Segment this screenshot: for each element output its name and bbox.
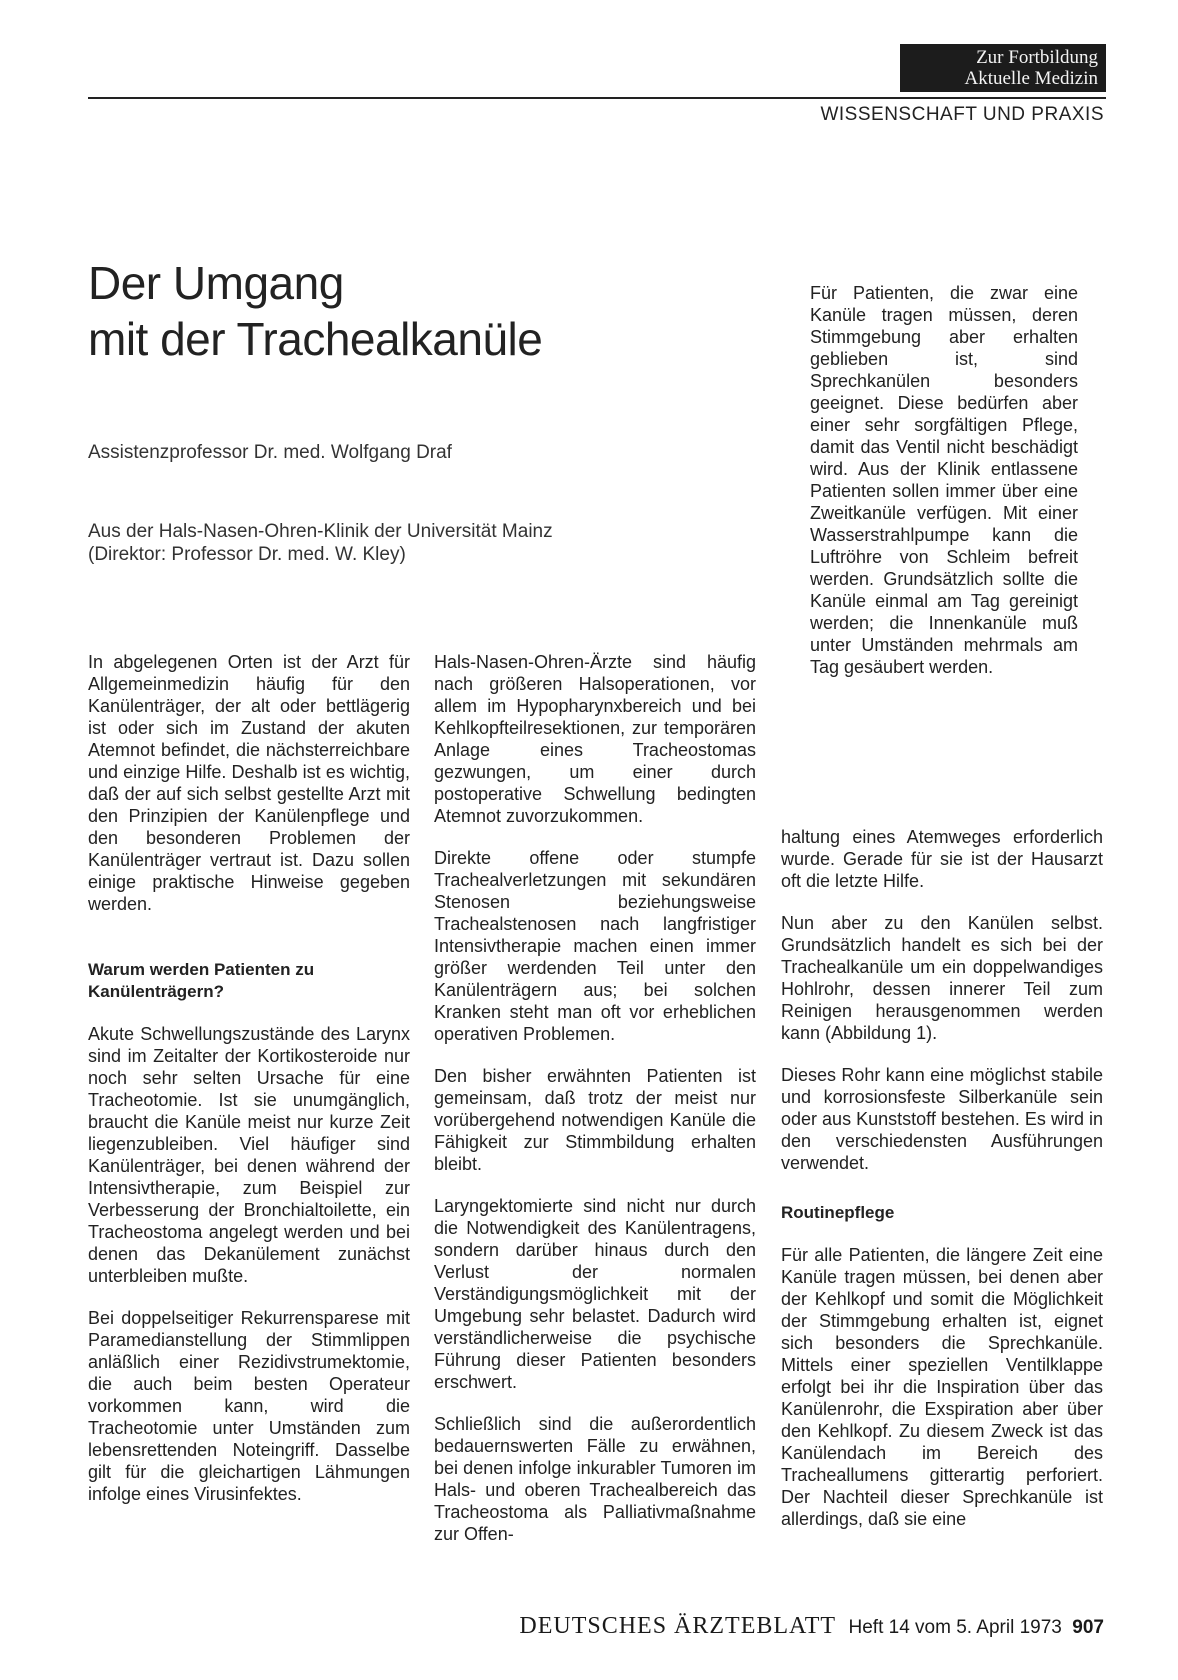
section-heading: Warum werden Patienten zu Kanülenträgern?	[88, 960, 315, 1001]
paragraph: Schließlich sind die außerordentlich bedauernswerten Fälle zu erwähnen, bei denen infolge inkurabler Tumoren im Hals- und oberen Trachealbereich das Tracheostoma als Palliativmaßnahme zur Offen-	[434, 1414, 756, 1544]
affiliation	[88, 520, 553, 566]
text-column-1	[88, 651, 410, 1525]
paragraph: Laryngektomierte sind nicht nur durch die Notwendigkeit des Kanülentragens, sondern darüber hinaus durch den Verlust der normalen Verständigungsmöglichkeit mit der Umgebung sehr belastet. Dadurch wird verständlicherweise die psychische Führung dieser Patienten besonders erschwert.	[434, 1196, 756, 1392]
paragraph: Für alle Patienten, die längere Zeit eine Kanüle tragen müssen, bei denen aber der Kehlkopf und somit die Möglichkeit der Stimmgebung erhalten ist, eignet sich besonders die Sprechkanüle. Mittels einer speziellen Ventilklappe erfolgt bei ihr die Inspiration über das Kanülenrohr, die Exspiration aber über den Kehlkopf. Zu diesem Zweck ist das Kanülendach im Bereich des Tracheallumens gitterartig perforiert. Der Nachteil dieser Sprechkanüle ist allerdings, daß sie eine	[781, 1245, 1103, 1529]
paragraph: Akute Schwellungszustände des Larynx sind im Zeitalter der Kortikosteroide nur noch sehr selten Ursache für eine Tracheotomie. Ist sie unumgänglich, braucht die Kanüle meist nur kurze Zeit liegenzubleiben. Viel häufiger sind Kanülenträger, bei denen während der Intensivtherapie, zum Beispiel zur Verbesserung der Bronchialtoilette, ein Tracheostoma angelegt werden und bei denen das Dekanülement zunächst unterbleiben mußte.	[88, 1024, 410, 1286]
paragraph: Nun aber zu den Kanülen selbst. Grundsätzlich handelt es sich bei der Trachealkanüle um ein doppelwandiges Hohlrohr, dessen innerer Teil zum Reinigen herausgenommen werden kann (Abbildung 1).	[781, 913, 1103, 1043]
page-footer	[519, 1613, 1104, 1640]
affiliation-line-1: Aus der Hals-Nasen-Ohren-Klinik der Universität Mainz	[88, 521, 553, 542]
issue-info: Heft 14 vom 5. April 1973	[848, 1617, 1062, 1638]
text-column-3-top	[810, 282, 1078, 698]
article-title	[88, 255, 542, 367]
page-number: 907	[1072, 1617, 1104, 1638]
header-rule	[88, 97, 1106, 99]
badge-line-1: Zur Fortbildung	[976, 47, 1098, 68]
paragraph: Hals-Nasen-Ohren-Ärzte sind häufig nach größeren Halsoperationen, vor allem im Hypopharynxbereich und bei Kehlkopfteilresektionen, zur temporären Anlage eines Tracheostomas gezwungen, um einer durch postoperative Schwellung bedingten Atemnot zuvorzukommen.	[434, 652, 756, 826]
paragraph: haltung eines Atemweges erforderlich wurde. Gerade für sie ist der Hausarzt oft die letzte Hilfe.	[781, 827, 1103, 891]
title-line-2: mit der Trachealkanüle	[88, 313, 543, 365]
title-line-1: Der Umgang	[88, 257, 344, 309]
paragraph: Dieses Rohr kann eine möglichst stabile und korrosionsfeste Silberkanüle sein oder aus Kunststoff bestehen. Es wird in den verschiedensten Ausführungen verwendet.	[781, 1065, 1103, 1173]
paragraph: Den bisher erwähnten Patienten ist gemeinsam, daß trotz der meist nur vorübergehend notwendigen Kanüle die Fähigkeit zur Stimmbildung erhalten bleibt.	[434, 1066, 756, 1174]
paragraph: Direkte offene oder stumpfe Trachealverletzungen mit sekundären Stenosen beziehungsweise Trachealstenosen nach langfristiger Intensivtherapie machen einen immer größer werdenden Teil unter den Kanülenträgern aus; bei solchen Kranken steht man oft vor erheblichen operativen Problemen.	[434, 848, 756, 1044]
paragraph: Bei doppelseitiger Rekurrensparese mit Paramedianstellung der Stimmlippen anläßlich einer Rezidivstrumektomie, die auch beim besten Operateur vorkommen kann, wird die Tracheotomie unter Umständen zum lebensrettenden Noteingriff. Dasselbe gilt für die gleichartigen Lähmungen infolge eines Virusinfektes.	[88, 1308, 410, 1504]
paragraph: In abgelegenen Orten ist der Arzt für Allgemeinmedizin häufig für den Kanülenträger, der alt oder bettlägerig ist oder sich im Zustand der akuten Atemnot befindet, die nächsterreichbare und einzige Hilfe. Deshalb ist es wichtig, daß der auf sich selbst gestellte Arzt mit den Prinzipien der Kanülenpflege und den besonderen Problemen der Kanülenträger vertraut ist. Dazu sollen einige praktische Hinweise gegeben werden.	[88, 652, 410, 914]
author: Assistenzprofessor Dr. med. Wolfgang Draf	[88, 442, 452, 463]
section-label: WISSENSCHAFT UND PRAXIS	[820, 104, 1104, 125]
text-column-2	[434, 651, 756, 1565]
journal-name: DEUTSCHES ÄRZTEBLATT	[519, 1613, 837, 1639]
badge-line-2: Aktuelle Medizin	[964, 68, 1098, 89]
section-heading: Routinepflege	[781, 1203, 895, 1222]
affiliation-line-2: (Direktor: Professor Dr. med. W. Kley)	[88, 544, 406, 565]
rubric-badge	[900, 44, 1106, 92]
text-column-3	[781, 826, 1103, 1550]
paragraph: Für Patienten, die zwar eine Kanüle tragen müssen, deren Stimmgebung aber erhalten geblieben ist, sind Sprechkanülen besonders geeignet. Diese bedürfen aber einer sehr sorgfältigen Pflege, damit das Ventil nicht beschädigt wird. Aus der Klinik entlassene Patienten sollen immer über eine Zweitkanüle verfügen. Mit einer Wasserstrahlpumpe kann die Luftröhre von Schleim befreit werden. Grundsätzlich sollte die Kanüle einmal am Tag gereinigt werden; die Innenkanüle muß unter Umständen mehrmals am Tag gesäubert werden.	[810, 283, 1078, 677]
